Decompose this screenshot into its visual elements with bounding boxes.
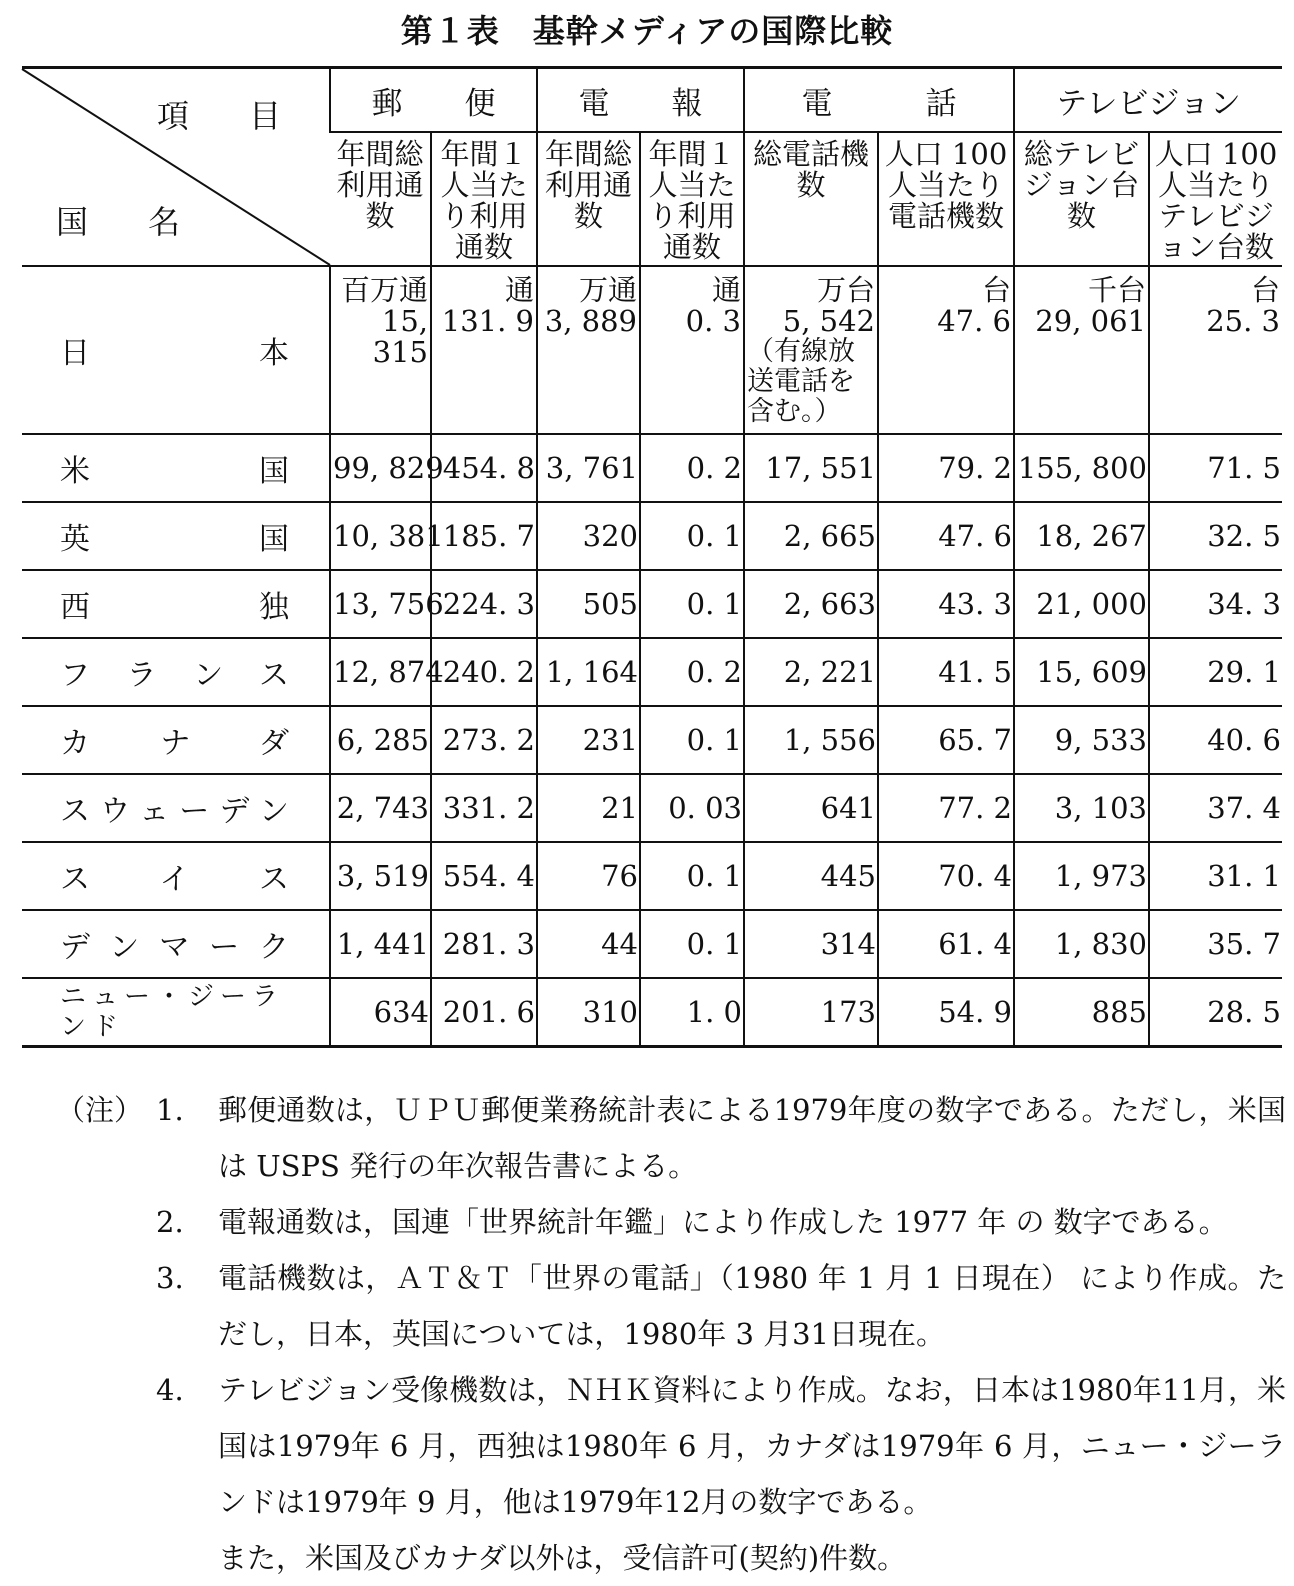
subheader-tv-per-100: 人口 100人当たりテレビジョン台数 [1149,132,1282,266]
subheader-telegram-total: 年間総利用通数 [537,132,640,266]
table-cell: 281. 3 [431,910,537,978]
country-name: スイス [22,842,330,910]
comparison-table [22,66,1282,1048]
table-title: 第１表 基幹メディアの国際比較 [400,12,894,50]
group-telephone: 電 話 [744,68,1014,133]
table-cell: 240. 2 [431,638,537,706]
country-name: カナダ [22,706,330,774]
table-cell: 231 [537,706,640,774]
table-cell: 1, 556 [744,706,878,774]
table-cell: 29. 1 [1149,638,1282,706]
table-cell: 2, 663 [744,570,878,638]
table-cell: 47. 6 [878,502,1014,570]
table-row [22,978,1282,1046]
table-row [22,706,1282,774]
table-cell: 0. 1 [640,910,744,978]
table-cell: 17, 551 [744,434,878,502]
table-cell: 21 [537,774,640,842]
table-row [22,638,1282,706]
subheader-postal-per-capita: 年間１人当たり利用通数 [431,132,537,266]
table-cell: 43. 3 [878,570,1014,638]
table-cell: 40. 6 [1149,706,1282,774]
subheader-postal-total: 年間総利用通数 [330,132,431,266]
table-cell: 12, 874 [330,638,431,706]
table-cell: 445 [744,842,878,910]
country-name: フランス [22,638,330,706]
table-cell: 54. 9 [878,978,1014,1046]
table-cell: 百万通 15, 315 [330,266,431,434]
country-label: 国 名 [56,203,195,241]
note-item [56,1362,1286,1530]
table-cell: 331. 2 [431,774,537,842]
table-cell: 通 131. 9 [431,266,537,434]
table-cell: 台 47. 6 [878,266,1014,434]
table-cell: 台 25. 3 [1149,266,1282,434]
table-cell: 通 0. 3 [640,266,744,434]
note-text: 郵便通数は，ＵＰＵ郵便業務統計表による1979年度の数字である。ただし，米国は USPS 発行の年次報告書による。 [218,1093,1286,1183]
subheader-telephone-per-100: 人口 100人当たり電話機数 [878,132,1014,266]
note-number: 2. [156,1205,184,1239]
table-cell: 1, 973 [1014,842,1149,910]
note-text: 電話機数は，ＡＴ＆Ｔ「世界の電話」（1980 年 1 月 1 日現在） により作成。ただし，日本，英国については，1980年 3 月31日現在。 [218,1261,1286,1351]
table-cell: 76 [537,842,640,910]
japan-telephone-note: （有線放送電話を含む。） [747,336,855,427]
table-cell: 1. 0 [640,978,744,1046]
country-name: 米国 [22,434,330,502]
table-cell: 28. 5 [1149,978,1282,1046]
table-cell: 273. 2 [431,706,537,774]
table-cell: 634 [330,978,431,1046]
table-cell: 44 [537,910,640,978]
table-cell: 224. 3 [431,570,537,638]
table-cell: 34. 3 [1149,570,1282,638]
table-cell: 310 [537,978,640,1046]
table-cell: 320 [537,502,640,570]
table-row [22,842,1282,910]
table-cell: 万台 5, 542 （有線放送電話を含む。） [744,266,878,434]
table-cell: 1, 441 [330,910,431,978]
table-row [22,570,1282,638]
table-cell: 32. 5 [1149,502,1282,570]
table-cell: 0. 1 [640,842,744,910]
table-cell: 641 [744,774,878,842]
table-cell: 0. 03 [640,774,744,842]
table-cell: 0. 1 [640,570,744,638]
notes [56,1082,1286,1586]
table-cell: 13, 756 [330,570,431,638]
country-name: 日 本 [22,266,330,434]
subheader-tv-total: 総テレビジョン台数 [1014,132,1149,266]
table-cell: 21, 000 [1014,570,1149,638]
table-cell: 万通 3, 889 [537,266,640,434]
table-row [22,774,1282,842]
table-cell: 37. 4 [1149,774,1282,842]
note-item [56,1082,1286,1194]
group-television: テレビジョン [1014,68,1282,133]
table-cell: 41. 5 [878,638,1014,706]
table-row-japan [22,266,1282,434]
note-item [56,1250,1286,1362]
table-cell: 35. 7 [1149,910,1282,978]
table-cell: 31. 1 [1149,842,1282,910]
table-cell: 18, 267 [1014,502,1149,570]
table-cell: 201. 6 [431,978,537,1046]
table-cell: 0. 1 [640,706,744,774]
table-cell: 185. 7 [431,502,537,570]
table-cell: 155, 800 [1014,434,1149,502]
table-cell: 454. 8 [431,434,537,502]
country-name: 英国 [22,502,330,570]
note-number: 1. [156,1093,184,1127]
note-item [56,1194,1286,1250]
note-number: 4. [156,1373,184,1407]
table-cell: 6, 285 [330,706,431,774]
table-row [22,434,1282,502]
subheader-telegram-per-capita: 年間１人当たり利用通数 [640,132,744,266]
table-cell: 1, 830 [1014,910,1149,978]
table-cell: 2, 221 [744,638,878,706]
note-text: テレビジョン受像機数は，ＮＨＫ資料により作成。なお，日本は1980年11月，米国は1979年 6 月，西独は1980年 6 月，カナダは1979年 6 月，ニュー・ジーランドは1979年 9 月，他は1979年12月の数字である。 [218,1373,1286,1519]
table-cell: 10, 381 [330,502,431,570]
table-cell: 0. 2 [640,638,744,706]
table-row [22,502,1282,570]
table-cell: 70. 4 [878,842,1014,910]
country-name: デンマーク [22,910,330,978]
table-cell: 61. 4 [878,910,1014,978]
table-cell: 千台 29, 061 [1014,266,1149,434]
table-cell: 3, 519 [330,842,431,910]
country-name: スウェーデン [22,774,330,842]
table-cell: 99, 829 [330,434,431,502]
table-cell: 77. 2 [878,774,1014,842]
country-name: ニュー・ジーランド [22,978,330,1046]
table-cell: 9, 533 [1014,706,1149,774]
table-cell: 505 [537,570,640,638]
table-cell: 0. 2 [640,434,744,502]
table-cell: 15, 609 [1014,638,1149,706]
table-cell: 3, 761 [537,434,640,502]
table-row [22,910,1282,978]
table-cell: 3, 103 [1014,774,1149,842]
group-postal: 郵 便 [330,68,537,133]
subheader-telephone-total: 総電話機数 [744,132,878,266]
country-name: 西独 [22,570,330,638]
note-number: 3. [156,1261,184,1295]
group-telegram: 電 報 [537,68,744,133]
table-cell: 554. 4 [431,842,537,910]
table-cell: 2, 665 [744,502,878,570]
table-cell: 1, 164 [537,638,640,706]
item-label: 項 目 [156,97,295,135]
table-cell: 885 [1014,978,1149,1046]
notes-label: （注） [56,1093,144,1127]
table-cell: 79. 2 [878,434,1014,502]
table-cell: 65. 7 [878,706,1014,774]
note-text: 電報通数は，国連「世界統計年鑑」により作成した 1977 年 の 数字である。 [218,1205,1228,1239]
note-extra: また，米国及びカナダ以外は，受信許可(契約)件数。 [218,1541,907,1575]
table-cell: 71. 5 [1149,434,1282,502]
country-rows [22,434,1282,1046]
table-cell: 2, 743 [330,774,431,842]
table-cell: 314 [744,910,878,978]
table-cell: 173 [744,978,878,1046]
table-cell: 0. 1 [640,502,744,570]
header-corner-cell [22,68,330,267]
